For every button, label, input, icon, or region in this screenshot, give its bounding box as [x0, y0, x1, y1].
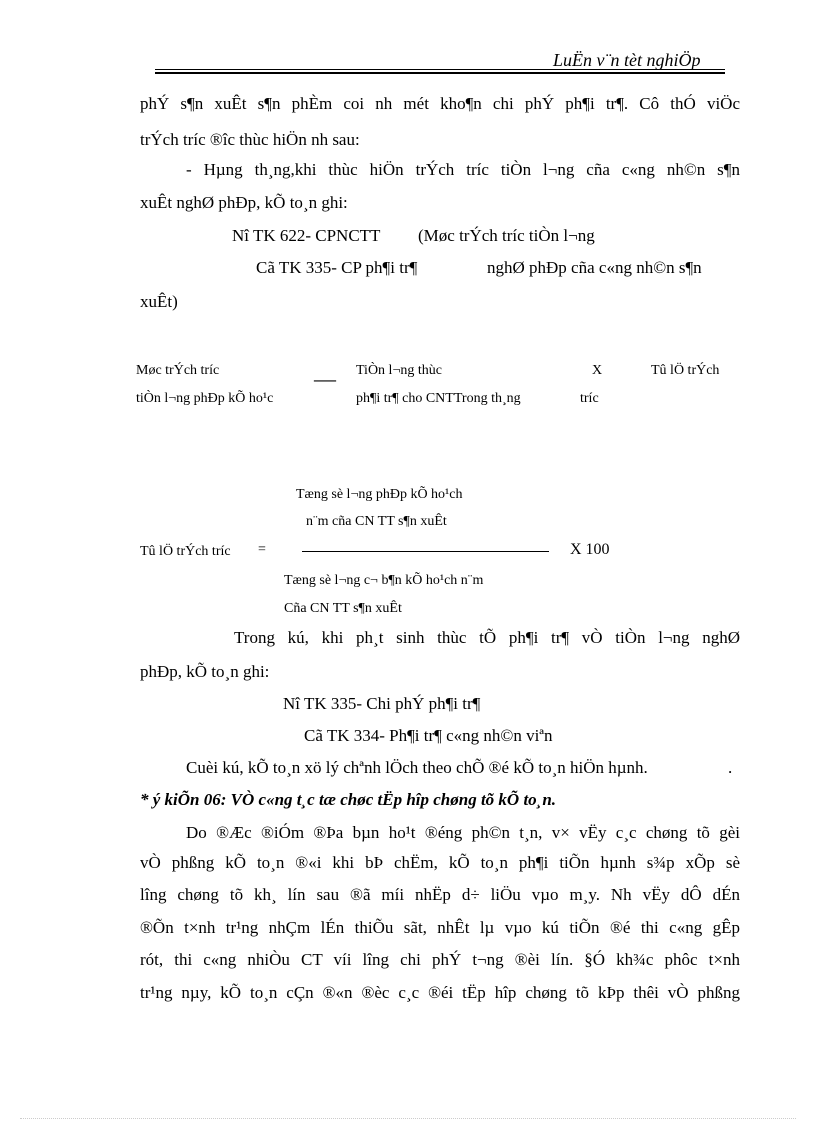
- text-line: xuÊt): [140, 292, 178, 311]
- text-line: Nî TK 335- Chi phÝ ph¶i tr¶: [283, 694, 481, 713]
- text-line: Nî TK 622- CPNCTT: [232, 226, 381, 245]
- text-line: nghØ phÐp cña c«ng nh©n s¶n: [487, 258, 702, 277]
- text-line: phÐp, kÕ to¸n ghi:: [140, 662, 270, 681]
- text-line: (Møc trÝch tríc tiÒn l¬ng: [418, 226, 595, 245]
- formula2-equals: =: [258, 542, 266, 557]
- text-line: Do ®Æc ®iÓm ®Þa bµn ho¹t ®éng ph©n t¸n, v× vËy c¸c chøng tõ gèi: [186, 823, 740, 842]
- formula1-left-line2: tiÒn l¬ng phÐp kÕ ho¹c: [136, 391, 274, 406]
- formula2-denominator-line2: Cña CN TT s¶n xuÊt: [284, 601, 402, 616]
- formula1-operator: —: [314, 366, 336, 391]
- text-line: - Hµng th¸ng,khi thùc hiÖn trÝch tríc tiÒn l¬ng cña c«ng nh©n s¶n: [186, 160, 740, 179]
- text-line: Cã TK 334- Ph¶i tr¶ c«ng nh©n viªn: [304, 726, 553, 745]
- header-rule-thick: [155, 72, 725, 74]
- formula2-fraction-bar: [302, 551, 549, 552]
- text-line: ®Õn t×nh tr¹ng nhÇm lÉn thiÕu sãt, nhÊt lµ vµo kú tiÕn ®é thi c«ng gÊp: [140, 918, 740, 937]
- section-heading: * ý kiÕn 06: VÒ c«ng t¸c tæ chøc tËp hîp chøng tõ kÕ to¸n.: [140, 790, 557, 809]
- text-line: trÝch tríc ®îc thùc hiÖn nh sau:: [140, 130, 360, 149]
- text-line: Cã TK 335- CP ph¶i tr¶: [256, 258, 418, 277]
- text-line-tail: .: [728, 758, 733, 777]
- formula1-right-line1: Tû lÖ trÝch: [651, 363, 720, 378]
- formula1-times: X: [592, 363, 603, 378]
- formula2-numerator-line2: n¨m cña CN TT s¶n xuÊt: [306, 514, 447, 529]
- document-header-title: LuËn v¨n tèt nghiÖp: [553, 50, 701, 70]
- formula2-denominator-line1: Tæng sè l¬ng c¬ b¶n kÕ ho¹ch n¨m: [284, 573, 484, 588]
- text-line: Cuèi kú, kÕ to¸n xö lý chªnh lÖch theo chÕ ®é kÕ to¸n hiÖn hµnh.: [186, 758, 648, 777]
- formula2-times-100: X 100: [570, 541, 610, 558]
- formula1-left-line1: Møc trÝch tríc: [136, 363, 220, 378]
- text-line: phÝ s¶n xuÊt s¶n phÈm coi nh mét kho¶n chi phÝ ph¶i tr¶. Cô thÓ viÖc: [140, 94, 740, 113]
- text-line: rót, thi c«ng nhiÒu CT víi lîng chi phÝ t¬ng ®èi lín. §Ó kh¾c phôc t×nh: [140, 950, 740, 969]
- header-rule-thin: [155, 69, 725, 70]
- formula1-mid-line2: ph¶i tr¶ cho CNTTrong th¸ng: [356, 391, 521, 406]
- text-line: vÒ phßng kÕ to¸n ®«i khi bÞ chËm, kÕ to¸n ph¶i tiÕn hµnh s¾p xÕp sè: [140, 853, 740, 872]
- formula2-lhs: Tû lÖ trÝch tríc: [140, 544, 231, 559]
- page-bottom-divider: [20, 1118, 796, 1119]
- text-line: xuÊt nghØ phÐp, kÕ to¸n ghi:: [140, 193, 348, 212]
- text-line: tr¹ng nµy, kÕ to¸n cÇn ®«n ®èc c¸c ®éi tËp hîp chøng tõ kÞp thêi vÒ phßng: [140, 983, 740, 1002]
- text-line: Trong kú, khi ph¸t sinh thùc tÕ ph¶i tr¶ vÒ tiÒn l¬ng nghØ: [234, 628, 740, 647]
- formula1-mid-line1: TiÒn l¬ng thùc: [356, 363, 442, 378]
- formula1-mid-line3: tríc: [580, 391, 599, 406]
- text-line: lîng chøng tõ kh¸ lín sau ®ã míi nhËp d÷ liÖu vµo m¸y. Nh vËy dÔ dÉn: [140, 885, 740, 904]
- formula2-numerator-line1: Tæng sè l¬ng phÐp kÕ ho¹ch: [296, 487, 463, 502]
